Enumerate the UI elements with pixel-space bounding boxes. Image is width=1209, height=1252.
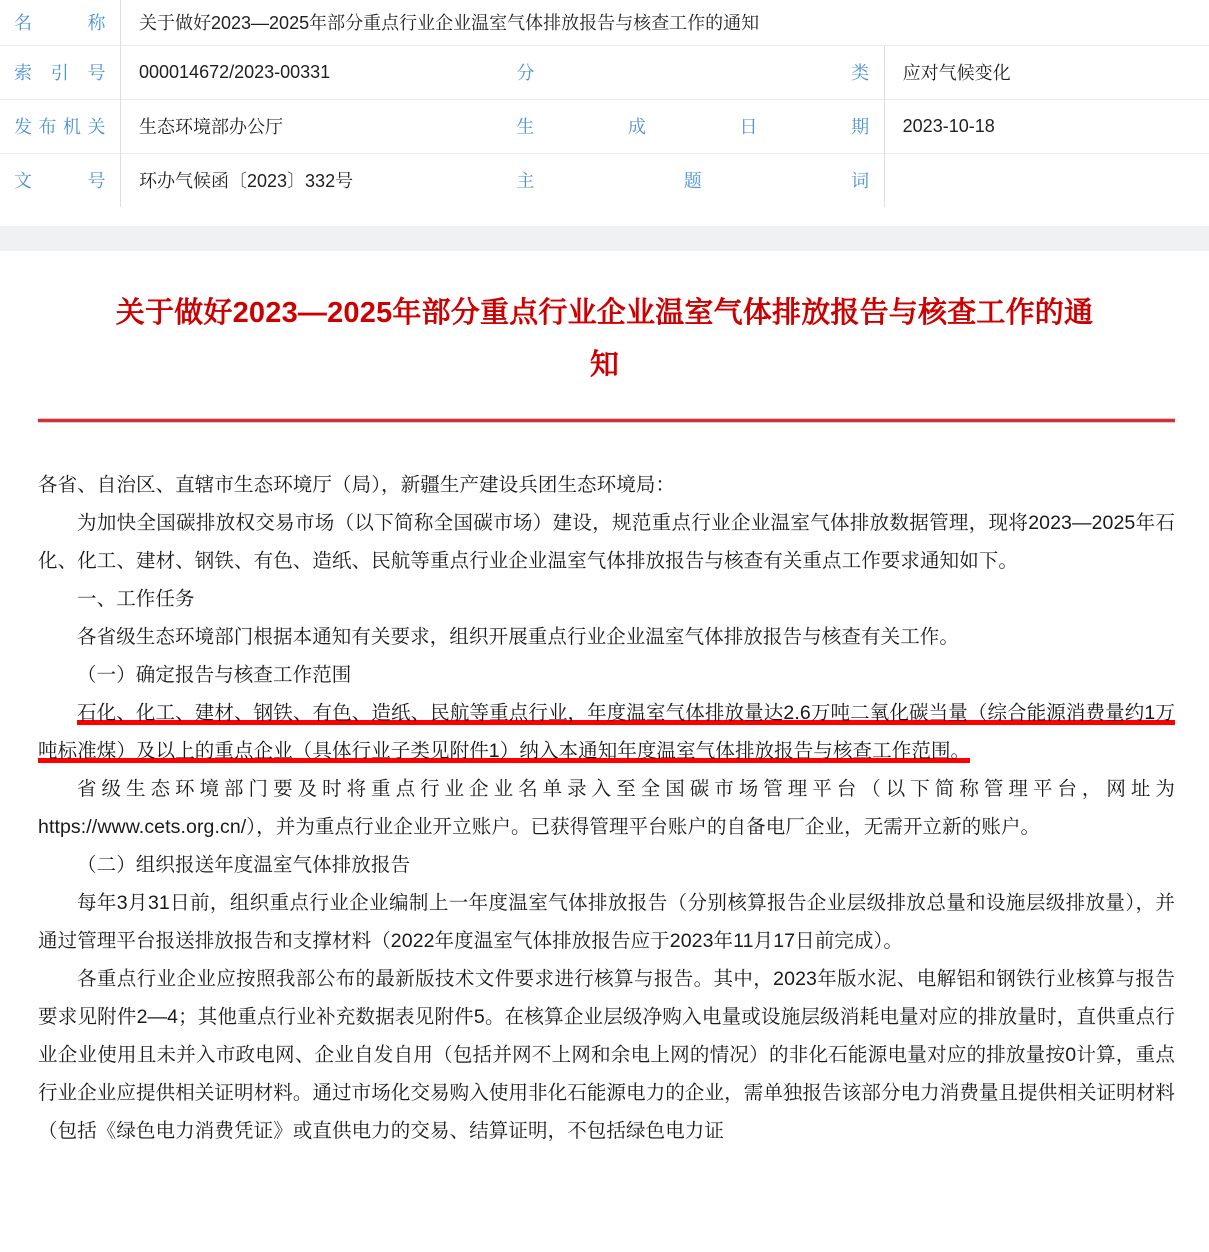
metadata-row-name [0,0,1209,45]
paragraph-subsection-two-body: 每年3月31日前，组织重点行业企业编制上一年度温室气体排放报告（分别核算报告企业层级排放总量和设施层级排放量），并通过管理平台报送排放报告和支撑材料（2022年度温室气体排放报告应于2023年11月17日前完成）。 [38,892,1175,952]
paragraph-salutation: 各省、自治区、直辖市生态环境厅（局），新疆生产建设兵团生态环境局： [38,474,676,496]
metadata-row-doc-number [0,153,1209,207]
metadata-label-index-number: 索 引 号 [0,45,121,99]
spacer-below-band [0,251,1209,287]
metadata-value-index-number: 000014672/2023-00331 [121,45,503,99]
paragraph-subsection-one-body [38,694,1175,770]
paragraph-preamble: 为加快全国碳排放权交易市场（以下简称全国碳市场）建设，规范重点行业企业温室气体排放数据管理，现将2023—2025年石化、化工、建材、钢铁、有色、造纸、民航等重点行业企业温室气体排放报告与核查有关重点工作要求通知如下。 [38,512,1175,572]
heading-section-one: 一、工作任务 [77,588,195,610]
heading-subsection-one: （一）确定报告与核查工作范围 [77,664,352,686]
metadata-value-category: 应对气候变化 [884,45,1209,99]
paragraph-section-one-body: 各省级生态环境部门根据本通知有关要求，组织开展重点行业企业温室气体排放报告与核查有关工作。 [77,626,960,648]
document-body [0,422,1209,1150]
metadata-row-issuer [0,99,1209,153]
metadata-label-subject-terms: 主 题 词 [502,153,884,207]
red-underlined-passage: 石化、化工、建材、钢铁、有色、造纸、民航等重点行业，年度温室气体排放量达2.6万吨二氧化碳当量（综合能源消费量约1万吨标准煤）及以上的重点企业（具体行业子类见附件1）纳入本通知年度温室气体排放报告与核查工作范围。 [38,702,1175,762]
metadata-label-issue-date: 生成日期 [502,99,884,153]
section-separator-band [0,226,1209,251]
document-title: 关于做好2023—2025年部分重点行业企业温室气体排放报告与核查工作的通知 [115,297,1094,381]
document-metadata-table [0,0,1209,207]
paragraph-technical-requirements: 各重点行业企业应按照我部公布的最新版技术文件要求进行核算与报告。其中，2023年版水泥、电解铝和钢铁行业核算与报告要求见附件2—4；其他重点行业补充数据表见附件5。在核算企业层级净购入电量或设施层级消耗电量对应的排放量时，直供重点行业企业使用且未并入市政电网、企业自发自用（包括并网不上网和余电上网的情况）的非化石能源电量对应的排放量按0计算，重点行业企业应提供相关证明材料。通过市场化交易购入使用非化石能源电力的企业，需单独报告该部分电力消费量且提供相关证明材料（包括《绿色电力消费凭证》或直供电力的交易、结算证明，不包括绿色电力证 [38,968,1175,1142]
metadata-value-subject-terms [884,153,1209,207]
metadata-value-issuing-agency: 生态环境部办公厅 [121,99,503,153]
metadata-label-document-number: 文 号 [0,153,121,207]
metadata-value-name: 关于做好2023—2025年部分重点行业企业温室气体排放报告与核查工作的通知 [121,0,1209,45]
metadata-label-issuing-agency: 发布机关 [0,99,121,153]
heading-subsection-two: （二）组织报送年度温室气体排放报告 [77,854,411,876]
paragraph-platform-registration: 省级生态环境部门要及时将重点行业企业名单录入至全国碳市场管理平台（以下简称管理平台，网址为https://www.cets.org.cn/），并为重点行业企业开立账户。已获得管理平台账户的自备电厂企业，无需开立新的账户。 [38,778,1175,838]
metadata-row-index [0,45,1209,99]
metadata-value-document-number: 环办气候函〔2023〕332号 [121,153,503,207]
metadata-value-issue-date: 2023-10-18 [884,99,1209,153]
metadata-label-name: 名 称 [14,13,106,34]
spacer-above-band [0,207,1209,226]
metadata-label-category: 分 类 [502,45,884,99]
